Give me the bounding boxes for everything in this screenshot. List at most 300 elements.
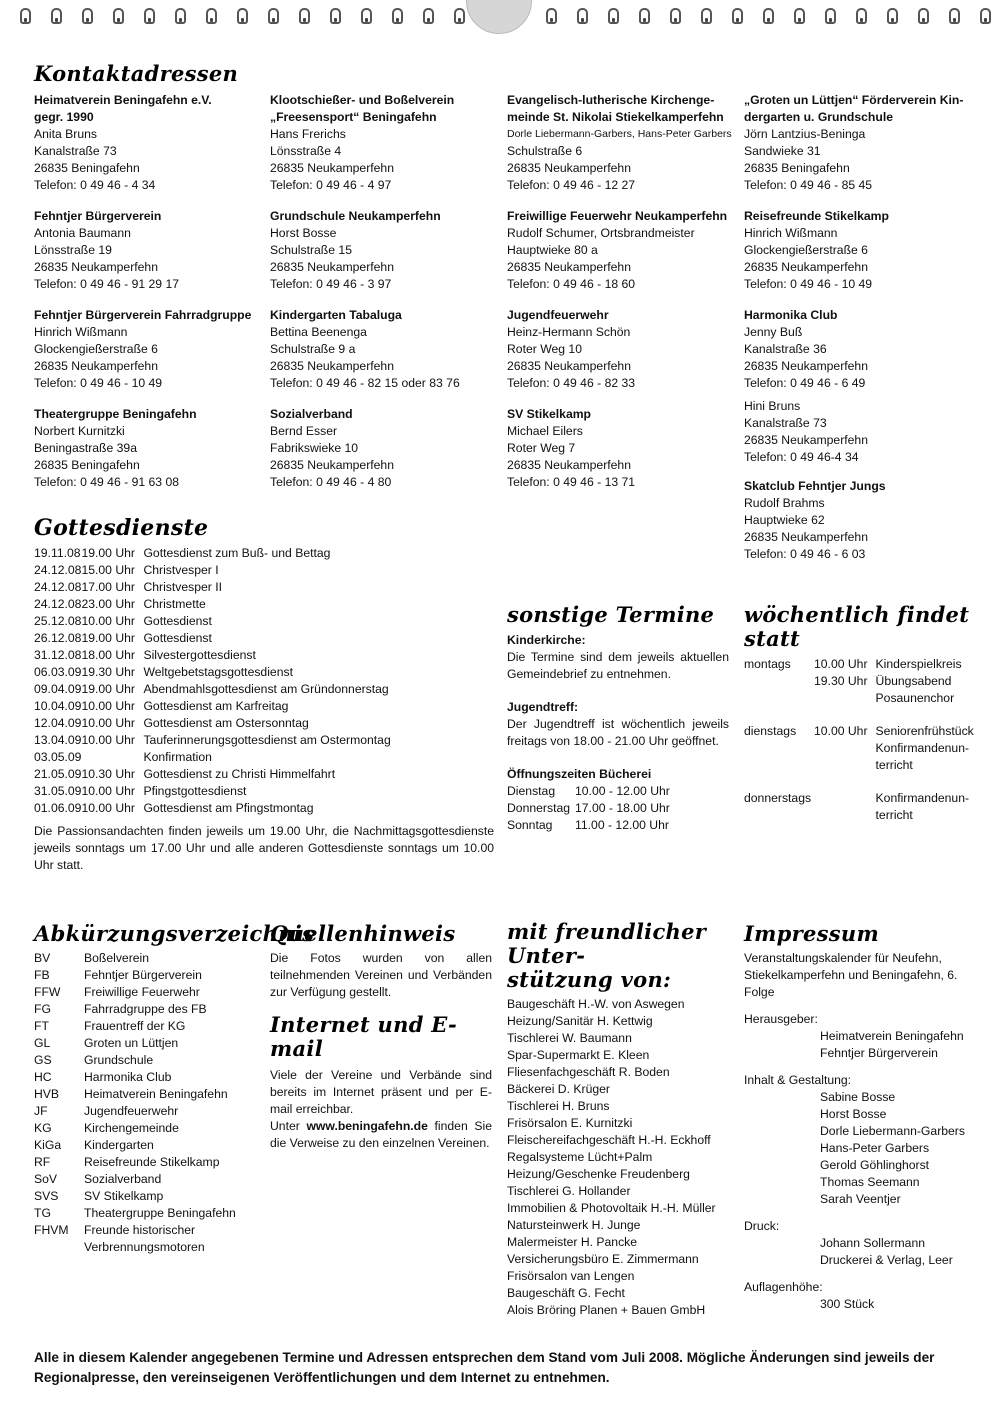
service-date: 21.05.09 [34, 767, 82, 781]
abbreviation-meaning: Verbrennungsmotoren [84, 1240, 205, 1254]
contact-name: Fehntjer Bürgerverein Fahrradgruppe [34, 308, 252, 322]
contact-line: Telefon: 0 49 46 - 10 49 [744, 277, 873, 291]
service-title: Christmette [143, 597, 206, 611]
service-time: 19.00 Uhr [81, 682, 135, 696]
contact-line: Glockengießerstraße 6 [744, 243, 868, 257]
contact-entry [744, 208, 976, 293]
service-title: Gottesdienst am Pfingstmontag [143, 801, 314, 815]
library-time: 17.00 - 18.00 Uhr [575, 801, 670, 815]
imprint-title: Impressum [744, 921, 879, 946]
abbreviation: FB [34, 968, 50, 982]
imprint-designer: Horst Bosse [820, 1107, 887, 1121]
weekly-day: donnerstags [744, 791, 812, 805]
contact-name: Kindergarten Tabaluga [270, 308, 402, 322]
weekly-day: montags [744, 657, 791, 671]
service-date: 06.03.09 [34, 665, 82, 679]
binding-ring [423, 8, 434, 24]
contact-line: Hauptwieke 62 [744, 513, 825, 527]
abbreviation-row [34, 1154, 236, 1171]
weekly-activity: Seniorenfrühstück [875, 724, 974, 738]
contact-line: Hinrich Wißmann [744, 226, 838, 240]
abbreviation-row [34, 1001, 236, 1018]
service-time [81, 749, 143, 766]
weekly-activity: Kinderspielkreis [875, 657, 962, 671]
imprint-designer: Sabine Bosse [820, 1090, 896, 1104]
service-time: 10.00 Uhr [81, 784, 135, 798]
imprint-publisher: Fehntjer Bürgerverein [820, 1046, 938, 1060]
service-row [34, 766, 391, 783]
contact-line: Lönsstraße 19 [34, 243, 112, 257]
jugendtreff-title: Jugendtreff: [507, 700, 579, 714]
service-row [34, 681, 391, 698]
binding-ring [392, 8, 403, 24]
contact-entry [34, 307, 266, 392]
kinderkirche-text: Die Termine sind dem jeweils aktuellen Gemeindebrief zu entnehmen. [507, 650, 729, 681]
contact-line: Lönsstraße 4 [270, 144, 342, 158]
contact-entry [507, 92, 739, 194]
abbreviation-row [34, 1222, 236, 1239]
binding-ring [918, 8, 929, 24]
abbreviation-meaning: Reisefreunde Stikelkamp [84, 1155, 220, 1169]
abbreviations-title: Abkürzungsverzeichnis [34, 921, 315, 946]
contact-name: meinde St. Nikolai Stiekelkamperfehn [507, 110, 724, 124]
contact-entry [270, 92, 502, 194]
service-date: 24.12.08 [34, 580, 82, 594]
imprint-printer: Johann Sollermann [820, 1236, 926, 1250]
binding-ring [82, 8, 93, 24]
imprint-publishers [744, 1028, 976, 1062]
sponsor-item: Baugeschäft H.-W. von Aswegen [507, 997, 685, 1011]
abbreviation: SoV [34, 1172, 58, 1186]
weekly-time: 19.30 Uhr [814, 674, 868, 688]
service-date: 25.12.08 [34, 614, 82, 628]
service-time: 19.00 Uhr [81, 631, 135, 645]
contact-line: Glockengießerstraße 6 [34, 342, 158, 356]
abbreviation-meaning: Grundschule [84, 1053, 154, 1067]
weekly-time [814, 790, 876, 807]
sponsor-item: Fleischereifachgeschäft H.-H. Eckhoff [507, 1133, 711, 1147]
library-row [507, 800, 670, 817]
service-title: Gottesdienst am Karfreitag [143, 699, 289, 713]
abbreviation-meaning: Freunde historischer [84, 1223, 196, 1237]
service-date: 19.11.08 [34, 546, 81, 560]
weekly-row [744, 656, 974, 673]
abbreviation: FHVM [34, 1223, 69, 1237]
contact-entry [270, 307, 502, 392]
imprint-run: 300 Stück [820, 1297, 875, 1311]
website-link[interactable]: www.beningafehn.de [306, 1119, 428, 1133]
weekly-time: 10.00 Uhr [814, 724, 868, 738]
abbreviation-meaning: Kirchengemeinde [84, 1121, 179, 1135]
contact-column [507, 92, 739, 505]
contact-line: 26835 Neukamperfehn [744, 260, 868, 274]
services-table [34, 545, 391, 817]
weekly-spacer [744, 774, 974, 790]
service-time: 23.00 Uhr [81, 597, 135, 611]
service-time: 10.00 Uhr [81, 614, 135, 628]
abbreviation-meaning: Freiwillige Feuerwehr [84, 985, 200, 999]
contact-line: Telefon: 0 49 46 - 3 97 [270, 277, 392, 291]
contacts-section [34, 62, 974, 86]
service-row [34, 630, 391, 647]
internet-prefix: Unter [270, 1119, 300, 1133]
service-row [34, 800, 391, 817]
contact-entry [270, 406, 502, 491]
abbreviation-meaning: Jugendfeuerwehr [84, 1104, 179, 1118]
contact-line: Telefon: 0 49 46 - 91 63 08 [34, 475, 180, 489]
contact-entry [34, 92, 266, 194]
abbreviation-meaning: Boßelverein [84, 951, 150, 965]
abbreviation: HC [34, 1070, 52, 1084]
binding-ring [237, 8, 248, 24]
contact-line: Telefon: 0 49 46 - 10 49 [34, 376, 163, 390]
abbreviation: FG [34, 1002, 51, 1016]
service-row [34, 545, 391, 562]
abbreviation-meaning: Theatergruppe Beningafehn [84, 1206, 236, 1220]
binding-ring [701, 8, 712, 24]
services-note: Die Passionsandachten finden jeweils um 19.00 Uhr, die Nachmittagsgottesdienste jeweils sonntags um 17.00 Uhr und alle anderen Gottesdienste sonntags um 10.00 Uhr statt. [34, 824, 494, 872]
binding-ring [670, 8, 681, 24]
binding-ring [794, 8, 805, 24]
sponsors-list [507, 996, 732, 1319]
binding-ring [887, 8, 898, 24]
contact-name: Klootschießer- und Boßelverein [270, 93, 455, 107]
service-row [34, 647, 391, 664]
binding-ring [825, 8, 836, 24]
service-row [34, 698, 391, 715]
sponsor-item: Frisörsalon E. Kurnitzki [507, 1116, 633, 1130]
contact-persons: Dorle Liebermann-Garbers, Hans-Peter Garbers [507, 128, 732, 140]
imprint-publisher: Heimatverein Beningafehn [820, 1029, 964, 1043]
service-date: 12.04.09 [34, 716, 82, 730]
contact-line: 26835 Neukamperfehn [744, 359, 868, 373]
service-time: 10.30 Uhr [81, 767, 135, 781]
abbreviation-meaning: Groten un Lüttjen [84, 1036, 179, 1050]
contact-name: Jugendfeuerwehr [507, 308, 609, 322]
service-time: 10.00 Uhr [81, 733, 135, 747]
binding-ring [175, 8, 186, 24]
service-title: Gottesdienst [143, 614, 212, 628]
contact-line: 26835 Beningafehn [34, 161, 140, 175]
service-title: Gottesdienst zu Christi Himmelfahrt [143, 767, 336, 781]
other-dates-section [507, 603, 729, 834]
contact-line: Heinz-Hermann Schön [507, 325, 631, 339]
contact-line: 26835 Neukamperfehn [507, 458, 631, 472]
contact-line: Telefon: 0 49 46 - 13 71 [507, 475, 636, 489]
library-time: 11.00 - 12.00 Uhr [575, 818, 669, 832]
service-time: 19.00 Uhr [81, 546, 135, 560]
weekly-activity: Konfirmandenun- [875, 791, 970, 805]
service-time: 10.00 Uhr [81, 801, 135, 815]
service-date: 01.06.09 [34, 801, 82, 815]
service-date: 24.12.08 [34, 563, 82, 577]
contact-line: Bernd Esser [270, 424, 338, 438]
contact-line: Schulstraße 9 a [270, 342, 356, 356]
weekly-day [744, 807, 814, 824]
weekly-activity: terricht [875, 808, 913, 822]
contact-line: Fabrikswieke 10 [270, 441, 359, 455]
contact-entry [744, 398, 976, 466]
abbreviation: FFW [34, 985, 61, 999]
service-title: Tauferinnerungsgottesdienst am Ostermontag [143, 733, 391, 747]
abbreviation-row [34, 1120, 236, 1137]
other-dates-title: sonstige Termine [507, 602, 715, 627]
contact-line: Hinrich Wißmann [34, 325, 128, 339]
weekly-row [744, 790, 974, 807]
contact-name: „Freesensport“ Beningafehn [270, 110, 437, 124]
abbreviation-row [34, 967, 236, 984]
abbreviation-row [34, 1205, 236, 1222]
service-time: 18.00 Uhr [81, 648, 135, 662]
contact-line: Telefon: 0 49 46 - 12 27 [507, 178, 636, 192]
internet-title: Internet und E-mail [270, 1012, 457, 1061]
contact-line: Telefon: 0 49 46 - 82 33 [507, 376, 636, 390]
contact-name: Grundschule Neukamperfehn [270, 209, 441, 223]
sponsor-item: Malermeister H. Pancke [507, 1235, 638, 1249]
sources-title: Quellenhinweis [270, 921, 456, 946]
binding-ring [577, 8, 588, 24]
sources-section [270, 922, 492, 1152]
weekly-time [814, 757, 876, 774]
contact-entry [507, 208, 739, 293]
binding-ring [206, 8, 217, 24]
contact-line: Anita Bruns [34, 127, 98, 141]
library-row [507, 817, 670, 834]
service-title: Gottesdienst zum Buß- und Bettag [143, 546, 331, 560]
sponsor-item: Baugeschäft G. Fecht [507, 1286, 625, 1300]
binding-ring [608, 8, 619, 24]
weekly-table [744, 656, 974, 824]
weekly-spacer-cell [744, 707, 974, 723]
abbreviation-meaning: SV Stikelkamp [84, 1189, 164, 1203]
weekly-spacer [744, 707, 974, 723]
service-row [34, 715, 391, 732]
binding-ring [20, 8, 31, 24]
service-row [34, 749, 391, 766]
imprint-run-label: Auflagenhöhe: [744, 1280, 823, 1294]
contact-entry [744, 92, 976, 194]
imprint-print-label: Druck: [744, 1219, 780, 1233]
weekly-activity: Posaunenchor [875, 691, 955, 705]
contact-line: Beningastraße 39a [34, 441, 137, 455]
abbreviation: KG [34, 1121, 52, 1135]
contact-name: Sozialverband [270, 407, 353, 421]
abbreviations-table [34, 950, 236, 1256]
contact-line: 26835 Beningafehn [744, 161, 850, 175]
binding-ring [732, 8, 743, 24]
imprint-section [744, 922, 976, 1313]
jugendtreff-text: Der Jugendtreff ist wöchentlich jeweils freitags von 18.00 - 21.00 Uhr geöffnet. [507, 717, 729, 748]
contact-line: Schulstraße 15 [270, 243, 352, 257]
abbreviation: GL [34, 1036, 51, 1050]
service-time: 10.00 Uhr [81, 699, 135, 713]
internet-suffix: finden Sie die Verweise zu den einzelnen Vereinen. [270, 1119, 492, 1150]
service-row [34, 562, 391, 579]
library-time: 10.00 - 12.00 Uhr [575, 784, 670, 798]
contact-column [270, 92, 502, 505]
weekly-time: 10.00 Uhr [814, 657, 868, 671]
service-date: 13.04.09 [34, 733, 82, 747]
service-date: 26.12.08 [34, 631, 82, 645]
sponsor-item: Regalsysteme Lücht+Palm [507, 1150, 653, 1164]
service-title: Silvestergottesdienst [143, 648, 256, 662]
service-date: 10.04.09 [34, 699, 82, 713]
binding-ring [546, 8, 557, 24]
service-title: Abendmahlsgottesdienst am Gründonnerstag [143, 682, 389, 696]
contact-name: SV Stikelkamp [507, 407, 591, 421]
contact-line: Telefon: 0 49 46 - 85 45 [744, 178, 873, 192]
weekly-row [744, 690, 974, 707]
binding-ring [144, 8, 155, 24]
contact-line: Sandwieke 31 [744, 144, 821, 158]
contact-entry [34, 208, 266, 293]
abbreviation-row [34, 1137, 236, 1154]
kinderkirche-title: Kinderkirche: [507, 633, 586, 647]
contacts-title: Kontaktadressen [34, 61, 239, 86]
weekly-time [814, 690, 876, 707]
contact-line: 26835 Neukamperfehn [270, 359, 394, 373]
abbreviation: JF [34, 1104, 48, 1118]
contact-column [34, 92, 266, 505]
contact-line: 26835 Neukamperfehn [270, 260, 394, 274]
contact-line: 26835 Beningafehn [34, 458, 140, 472]
contact-line: Telefon: 0 49 46 - 6 03 [744, 547, 866, 561]
weekly-activity: terricht [875, 758, 913, 772]
service-title: Christvesper I [143, 563, 219, 577]
weekly-row [744, 673, 974, 690]
internet-text: Viele der Vereine und Verbände sind bereits im Internet präsent und per E-mail erreichbar. [270, 1068, 492, 1116]
contact-line: Roter Weg 10 [507, 342, 582, 356]
contact-line: Kanalstraße 73 [34, 144, 117, 158]
abbreviation-meaning: Heimatverein Beningafehn [84, 1087, 228, 1101]
binding-notch [466, 0, 532, 34]
abbreviation-meaning: Fahrradgruppe des FB [84, 1002, 207, 1016]
imprint-designer: Hans-Peter Garbers [820, 1141, 930, 1155]
sponsor-item: Bäckerei D. Krüger [507, 1082, 610, 1096]
imprint-designer: Gerold Göhlinghorst [820, 1158, 930, 1172]
abbreviation-meaning: Sozialverband [84, 1172, 162, 1186]
contact-line: Norbert Kurnitzki [34, 424, 125, 438]
imprint-designer: Dorle Liebermann-Garbers [820, 1124, 965, 1138]
sponsors-title-line2: stützung von: [507, 967, 672, 992]
contact-line: Rudolf Schumer, Ortsbrandmeister [507, 226, 695, 240]
weekly-day: dienstags [744, 724, 797, 738]
service-title: Christvesper II [143, 580, 223, 594]
binding-ring [639, 8, 650, 24]
weekly-row [744, 807, 974, 824]
abbreviation-row [34, 984, 236, 1001]
weekly-day [744, 673, 814, 690]
sponsor-item: Tischlerei W. Baumann [507, 1031, 632, 1045]
weekly-spacer-cell [744, 774, 974, 790]
sponsor-item: Natursteinwerk H. Junge [507, 1218, 641, 1232]
contact-line: 26835 Neukamperfehn [270, 458, 394, 472]
contact-line: Telefon: 0 49 46 - 18 60 [507, 277, 636, 291]
weekly-row [744, 723, 974, 740]
contact-line: 26835 Neukamperfehn [507, 260, 631, 274]
service-time: 19.30 Uhr [81, 665, 135, 679]
contact-entry [270, 208, 502, 293]
binding-ring [949, 8, 960, 24]
service-row [34, 579, 391, 596]
contact-name: Harmonika Club [744, 308, 838, 322]
abbreviation-meaning: Kindergarten [84, 1138, 154, 1152]
contact-line: Kanalstraße 73 [744, 416, 827, 430]
contact-line: Schulstraße 6 [507, 144, 583, 158]
service-row [34, 613, 391, 630]
contact-line: Telefon: 0 49 46 - 91 29 17 [34, 277, 180, 291]
service-date: 31.12.08 [34, 648, 82, 662]
internet-link-text [270, 1118, 492, 1152]
contact-line: Horst Bosse [270, 226, 337, 240]
weekly-day [744, 740, 814, 757]
sponsor-item: Immobilien & Photovoltaik H.-H. Müller [507, 1201, 716, 1215]
contact-name: „Groten un Lüttjen“ Förderverein Kin- [744, 93, 964, 107]
contact-name: Fehntjer Bürgerverein [34, 209, 162, 223]
binding-ring [299, 8, 310, 24]
binding-ring [980, 8, 991, 24]
services-title: Gottesdienste [34, 515, 209, 541]
contact-entry [744, 307, 976, 392]
contact-line: Hauptwieke 80 a [507, 243, 598, 257]
contact-line: 26835 Neukamperfehn [744, 433, 868, 447]
binding-ring [268, 8, 279, 24]
library-row [507, 783, 670, 800]
sponsor-item: Spar-Supermarkt E. Kleen [507, 1048, 650, 1062]
sponsors-title-line1: mit freundlicher Unter- [507, 919, 707, 968]
weekly-title: wöchentlich findet statt [744, 602, 970, 651]
services-section [34, 516, 494, 874]
abbreviation: KiGa [34, 1138, 62, 1152]
footer-note: Alle in diesem Kalender angegebenen Termine und Adressen entsprechen dem Stand vom Juli 2008. Mögliche Änderungen sind jeweils der Regionalpresse, den vereinseigenen Veröffentlichungen und dem Internet zu entnehmen. [34, 1350, 935, 1385]
library-day: Dienstag [507, 784, 556, 798]
contact-name: dergarten u. Grundschule [744, 110, 893, 124]
library-day: Donnerstag [507, 801, 571, 815]
imprint-intro: Veranstaltungskalender für Neufehn, Stiekelkamperfehn und Beningafehn, 6. Folge [744, 951, 958, 999]
sponsor-item: Versicherungsbüro E. Zimmermann [507, 1252, 699, 1266]
abbreviation-row [34, 950, 236, 967]
contact-name: Heimatverein Beningafehn e.V. [34, 93, 212, 107]
contact-name: Theatergruppe Beningafehn [34, 407, 197, 421]
contact-entry [507, 307, 739, 392]
service-row [34, 664, 391, 681]
contact-line: Roter Weg 7 [507, 441, 576, 455]
service-title: Gottesdienst am Ostersonntag [143, 716, 309, 730]
abbreviation: TG [34, 1206, 51, 1220]
library-day: Sonntag [507, 818, 553, 832]
abbreviation [34, 1239, 84, 1256]
service-date: 09.04.09 [34, 682, 82, 696]
contact-line: Telefon: 0 49 46-4 34 [744, 450, 859, 464]
imprint-designers [744, 1089, 976, 1208]
abbreviation-row [34, 1035, 236, 1052]
contact-line: Jenny Buß [744, 325, 803, 339]
weekly-day [744, 757, 814, 774]
contact-name: Skatclub Fehntjer Jungs [744, 479, 886, 493]
contact-line: Telefon: 0 49 46 - 6 49 [744, 376, 866, 390]
service-date: 03.05.09 [34, 750, 82, 764]
service-date: 31.05.09 [34, 784, 82, 798]
sponsor-item: Fliesenfachgeschäft R. Boden [507, 1065, 670, 1079]
imprint-designer: Thomas Seemann [820, 1175, 920, 1189]
contact-entry [507, 406, 739, 491]
abbreviation-row [34, 1069, 236, 1086]
service-row [34, 732, 391, 749]
binding-ring [856, 8, 867, 24]
weekly-row [744, 740, 974, 757]
contact-line: 26835 Neukamperfehn [270, 161, 394, 175]
abbreviation: GS [34, 1053, 52, 1067]
